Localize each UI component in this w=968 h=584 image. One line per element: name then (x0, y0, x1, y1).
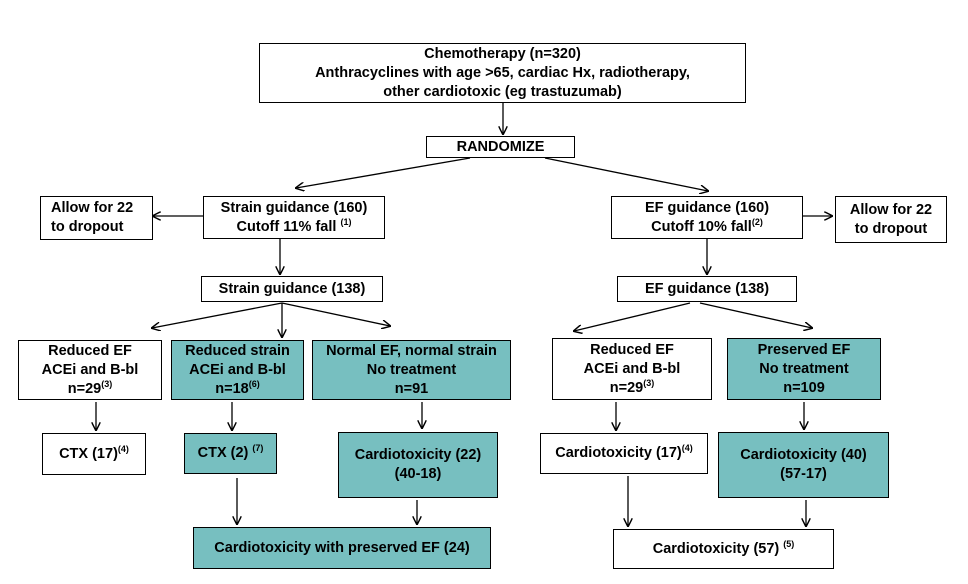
strain-guidance-138-box (201, 276, 383, 302)
ef-guidance-160-box (611, 196, 803, 239)
cardiotoxicity-40-box (718, 432, 889, 498)
preserved-ef-box (727, 338, 881, 400)
footnote-2: (2) (751, 216, 763, 227)
reduced-ef-left-line-3 (68, 380, 112, 399)
cardiotoxicity-22-box (338, 432, 498, 498)
reduced-ef-right-line-1: Reduced EF (590, 341, 674, 358)
footnote-1: (1) (340, 216, 352, 227)
arrow-randomize-to-ef (545, 158, 708, 191)
reduced-ef-left-n: n=29 (67, 380, 102, 397)
normal-ef-line-1: Normal EF, normal strain (326, 342, 497, 359)
arrow-ef138-to-preserved (700, 303, 812, 328)
normal-ef-line-3: n=91 (394, 380, 429, 397)
allow-left-line-1: Allow for 22 (51, 200, 134, 216)
chemo-line-1: Chemotherapy (n=320) (424, 45, 581, 62)
footnote-7: (7) (252, 443, 264, 454)
cardio-40-line-2: (57-17) (780, 466, 827, 482)
reduced-ef-right-n: n=29 (609, 379, 644, 396)
cardio-22-line-1: Cardiotoxicity (22) (354, 447, 482, 463)
ctx-17-text: CTX (17) (59, 445, 118, 462)
strain-guidance-line-2 (237, 218, 352, 237)
ef-guidance-138-box (617, 276, 797, 302)
arrow-strain138-to-normal (282, 303, 390, 326)
allow-dropout-left-box (40, 196, 153, 240)
reduced-strain-line-3 (215, 380, 259, 399)
allow-dropout-right-box (835, 196, 947, 243)
cardiotoxicity-57-box (613, 529, 834, 569)
strain-cutoff-text: Cutoff 11% fall (236, 218, 337, 235)
chemo-line-3: other cardiotoxic (eg trastuzumab) (383, 83, 622, 100)
preserved-ef-line-2: No treatment (759, 360, 849, 377)
footnote-4-right: (4) (681, 443, 693, 454)
reduced-strain-line-1: Reduced strain (185, 342, 290, 359)
reduced-strain-n: n=18 (215, 380, 249, 397)
cardio-preserved-label: Cardiotoxicity with preserved EF (24) (214, 539, 470, 556)
ef-guidance-line-1: EF guidance (160) (644, 199, 770, 216)
cardio-17-text: Cardiotoxicity (17) (555, 445, 682, 461)
footnote-6: (6) (248, 378, 260, 389)
ef-138-label: EF guidance (138) (644, 280, 770, 297)
randomize-label: RANDOMIZE (456, 138, 545, 155)
footnote-5: (5) (783, 538, 795, 549)
arrow-randomize-to-strain (296, 158, 470, 188)
arrow-strain138-to-reduced-ef (152, 303, 282, 328)
reduced-ef-left-line-2: ACEi and B-bl (41, 361, 139, 378)
normal-ef-line-2: No treatment (366, 361, 457, 378)
cardio-17-label (555, 444, 693, 463)
randomize-box (426, 136, 575, 158)
ef-cutoff-text: Cutoff 10% fall (651, 218, 752, 235)
reduced-ef-right-box (552, 338, 712, 400)
normal-ef-strain-box (312, 340, 511, 400)
footnote-3-right: (3) (643, 377, 655, 388)
preserved-ef-line-1: Preserved EF (757, 341, 851, 358)
ctx-2-label (198, 444, 264, 463)
strain-guidance-line-1: Strain guidance (160) (220, 199, 368, 216)
cardiotoxicity-preserved-ef-box (193, 527, 491, 569)
allow-right-line-2: to dropout (854, 220, 928, 237)
footnote-3-left: (3) (101, 378, 113, 389)
ctx-17-label (59, 445, 129, 464)
reduced-ef-right-line-3 (610, 379, 654, 398)
ctx-2-text: CTX (2) (197, 445, 253, 461)
reduced-strain-box (171, 340, 304, 400)
cardio-22-line-2: (40-18) (394, 466, 442, 482)
preserved-ef-line-3: n=109 (783, 379, 825, 396)
allow-right-line-1: Allow for 22 (849, 201, 933, 218)
reduced-strain-line-2: ACEi and B-bl (189, 361, 286, 378)
footnote-4-left: (4) (117, 443, 129, 454)
reduced-ef-left-box (18, 340, 162, 400)
chemotherapy-box (259, 43, 746, 103)
ef-guidance-line-2 (651, 218, 763, 237)
allow-left-line-2: to dropout (51, 219, 124, 235)
arrow-ef138-to-reduced-ef (574, 303, 690, 331)
cardiotoxicity-17-box (540, 433, 708, 474)
reduced-ef-left-line-1: Reduced EF (48, 342, 132, 359)
chemo-line-2: Anthracyclines with age >65, cardiac Hx, radiotherapy, (315, 64, 690, 81)
ctx-17-box (42, 433, 146, 475)
strain-138-label: Strain guidance (138) (218, 280, 366, 297)
cardio-57-text: Cardiotoxicity (57) (652, 540, 784, 557)
ctx-2-box (184, 433, 277, 474)
cardio-40-line-1: Cardiotoxicity (40) (740, 447, 867, 463)
cardio-57-label (653, 540, 795, 559)
strain-guidance-160-box (203, 196, 385, 239)
reduced-ef-right-line-2: ACEi and B-bl (583, 360, 681, 377)
